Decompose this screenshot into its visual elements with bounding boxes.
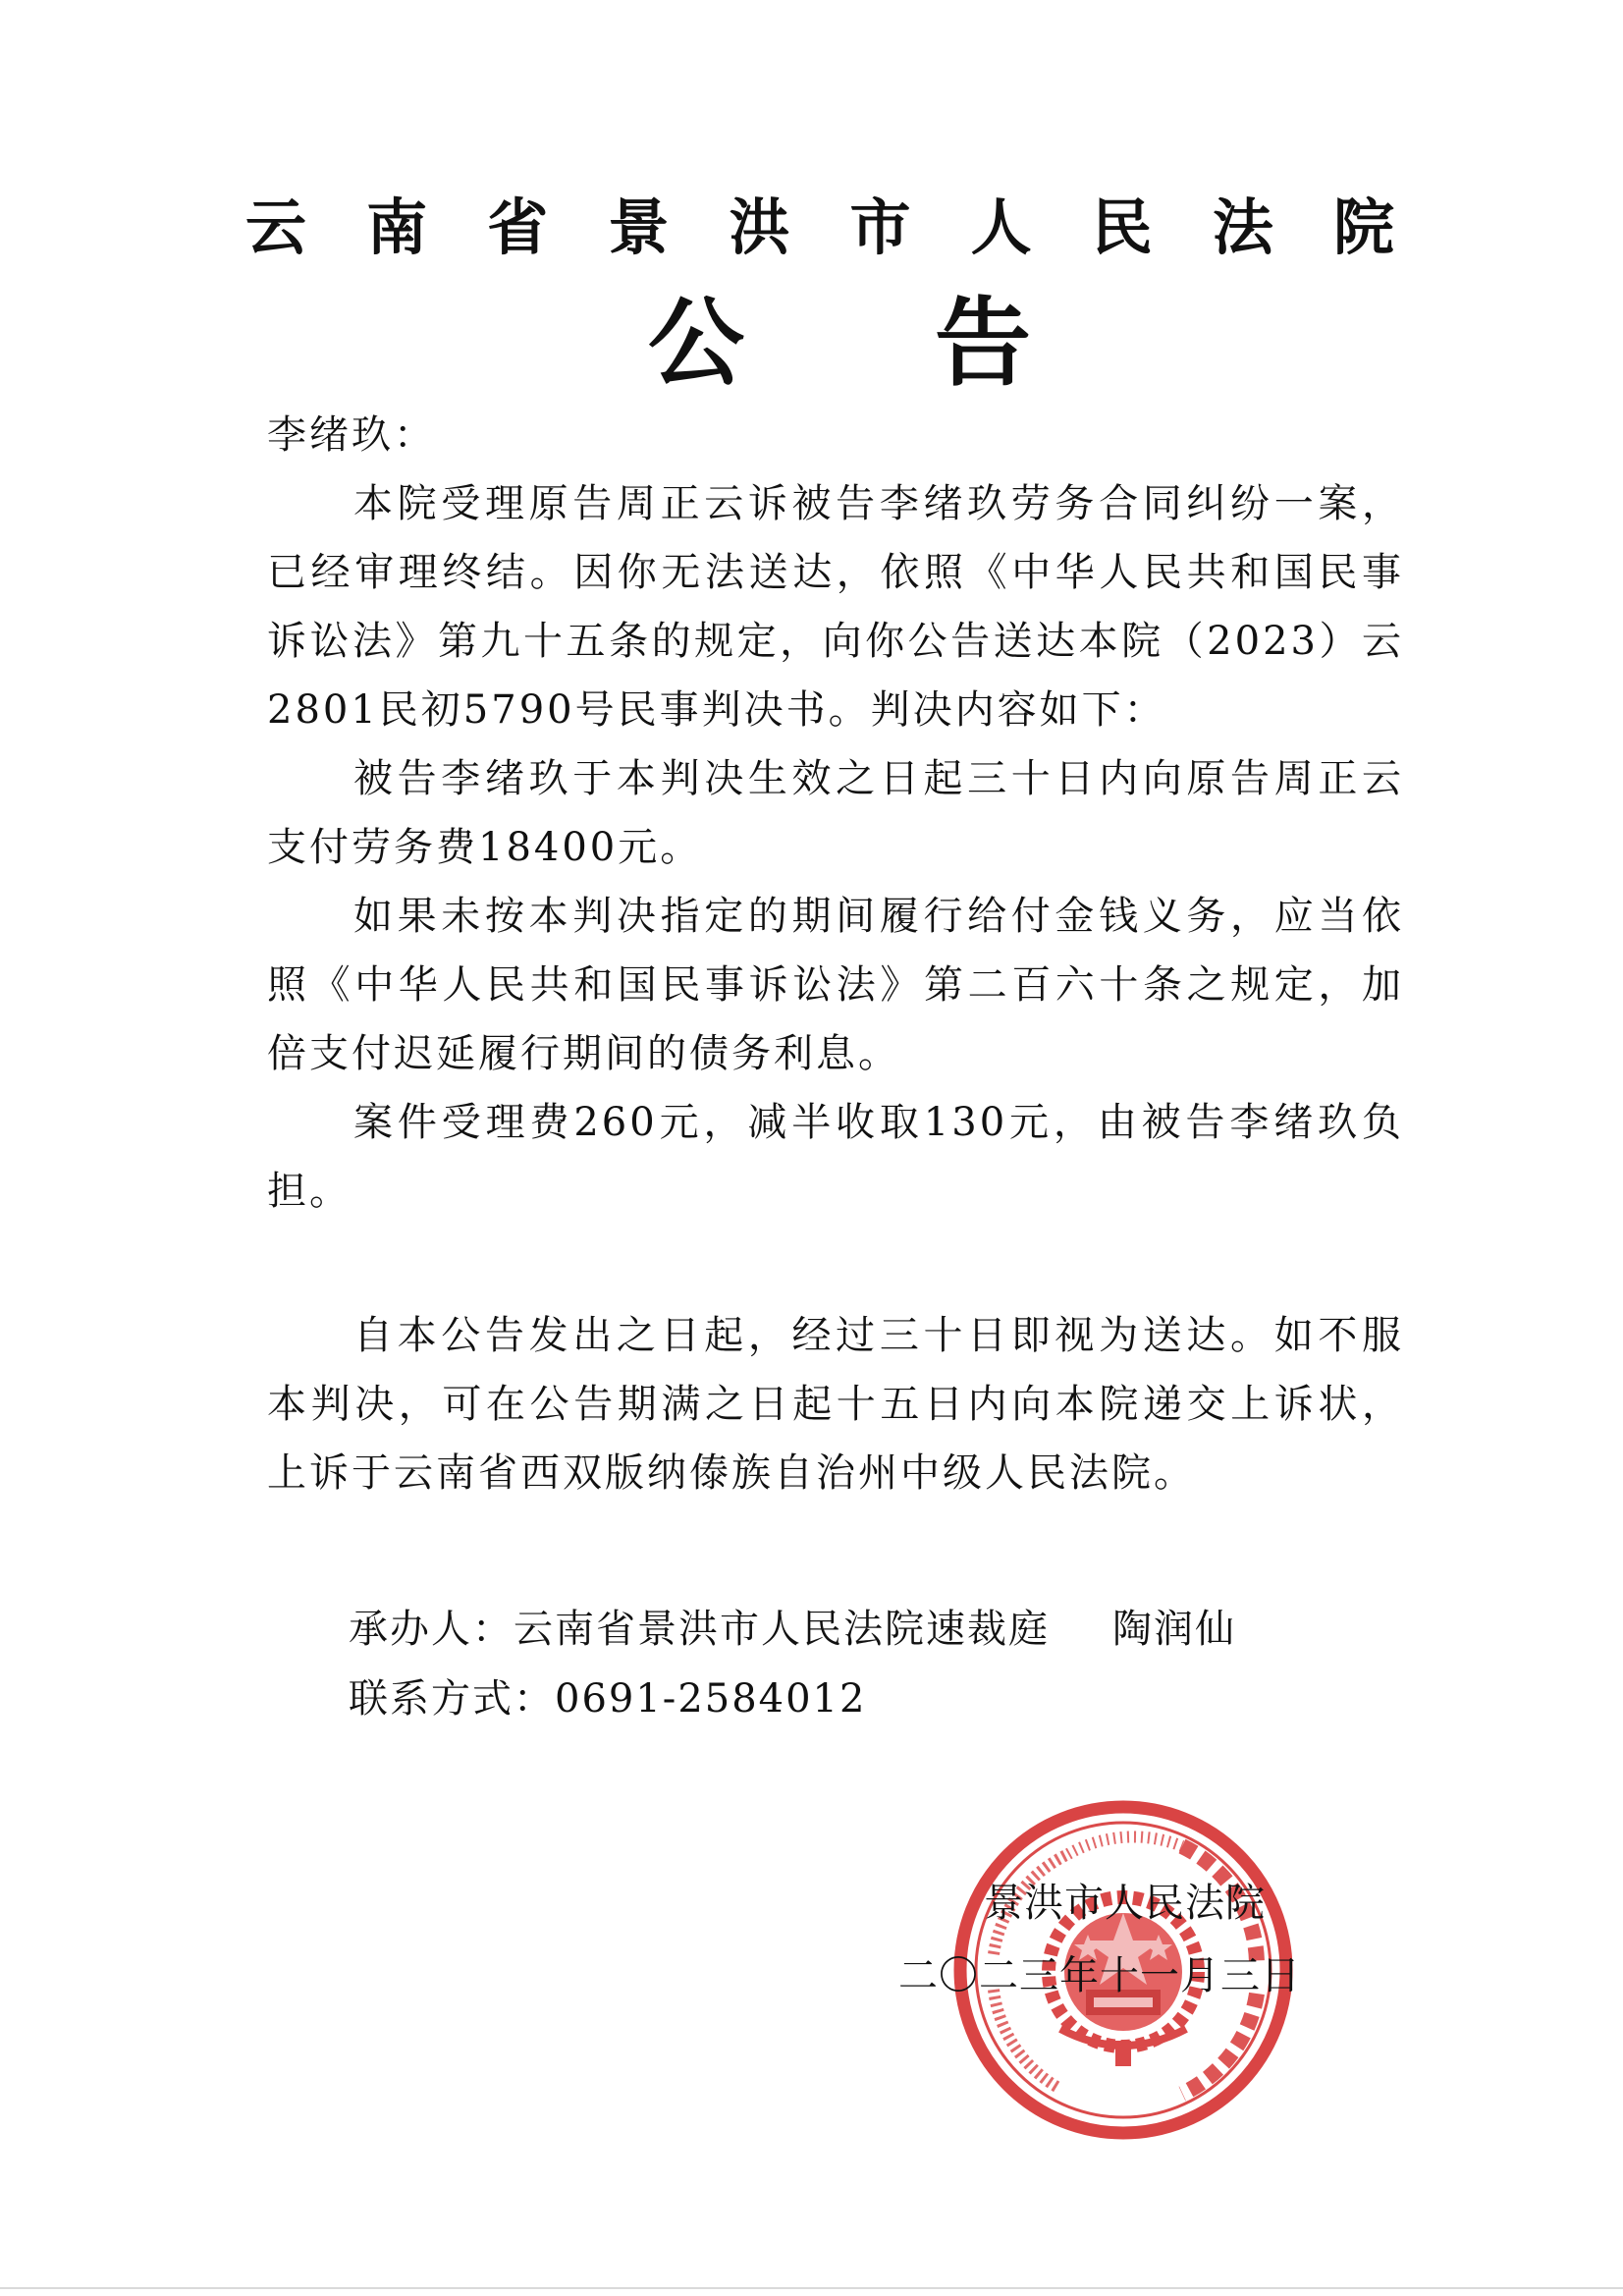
court-name-char: 洪 (729, 191, 790, 263)
notice-title-char: 公 (648, 288, 745, 400)
court-name-char: 景 (608, 191, 670, 263)
contact-phone: 0691-2584012 (555, 1676, 867, 1722)
paragraph-appeal-notice: 自本公告发出之日起，经过三十日即视为送达。如不服本判决，可在公告期满之日起十五日内向本院递交上诉状，上诉于云南省西双版纳傣族自治州中级人民法院。 (267, 1313, 1404, 1496)
contact-line (349, 1667, 866, 1730)
court-name-char: 市 (849, 191, 911, 263)
court-name-char: 云 (245, 191, 307, 263)
court-name-char: 民 (1091, 191, 1153, 263)
notice-title-char: 告 (934, 288, 1031, 400)
court-name-char: 法 (1212, 191, 1273, 263)
handler-label: 承办人： (349, 1607, 514, 1652)
scan-edge-line (0, 2287, 1623, 2289)
notice-heading (648, 290, 1031, 398)
handler-line (349, 1598, 1236, 1661)
court-name-char: 省 (487, 191, 549, 263)
addressee: 李绪玖： (267, 412, 436, 458)
handler-department: 云南省景洪市人民法院速裁庭 (514, 1607, 1050, 1652)
paragraph-late-interest: 如果未按本判决指定的期间履行给付金钱义务，应当依照《中华人民共和国民事诉讼法》第二百六十条之规定，加倍支付迟延履行期间的债务利息。 (267, 894, 1404, 1076)
contact-label: 联系方式： (349, 1676, 555, 1722)
paragraph-judgment-payment: 被告李绪玖于本判决生效之日起三十日内向原告周正云支付劳务费18400元。 (267, 756, 1404, 870)
court-name-char: 人 (970, 191, 1032, 263)
paragraph-service-notice: 本院受理原告周正云诉被告李绪玖劳务合同纠纷一案，已经审理终结。因你无法送达，依照《中华人民共和国民事诉讼法》第九十五条的规定，向你公告送达本院（2023）云2801民初5790号民事判决书。判决内容如下： (267, 481, 1404, 733)
court-name-char: 院 (1332, 191, 1394, 263)
court-name-char: 南 (366, 191, 428, 263)
handler-name: 陶润仙 (1112, 1607, 1236, 1652)
paragraph-case-fee: 案件受理费260元，减半收取130元，由被告李绪玖负担。 (267, 1100, 1404, 1214)
signature-date: 二〇二三年十一月三日 (898, 1953, 1301, 1998)
signature-court: 景洪市人民法院 (984, 1881, 1266, 1926)
court-name-heading (245, 187, 1394, 269)
